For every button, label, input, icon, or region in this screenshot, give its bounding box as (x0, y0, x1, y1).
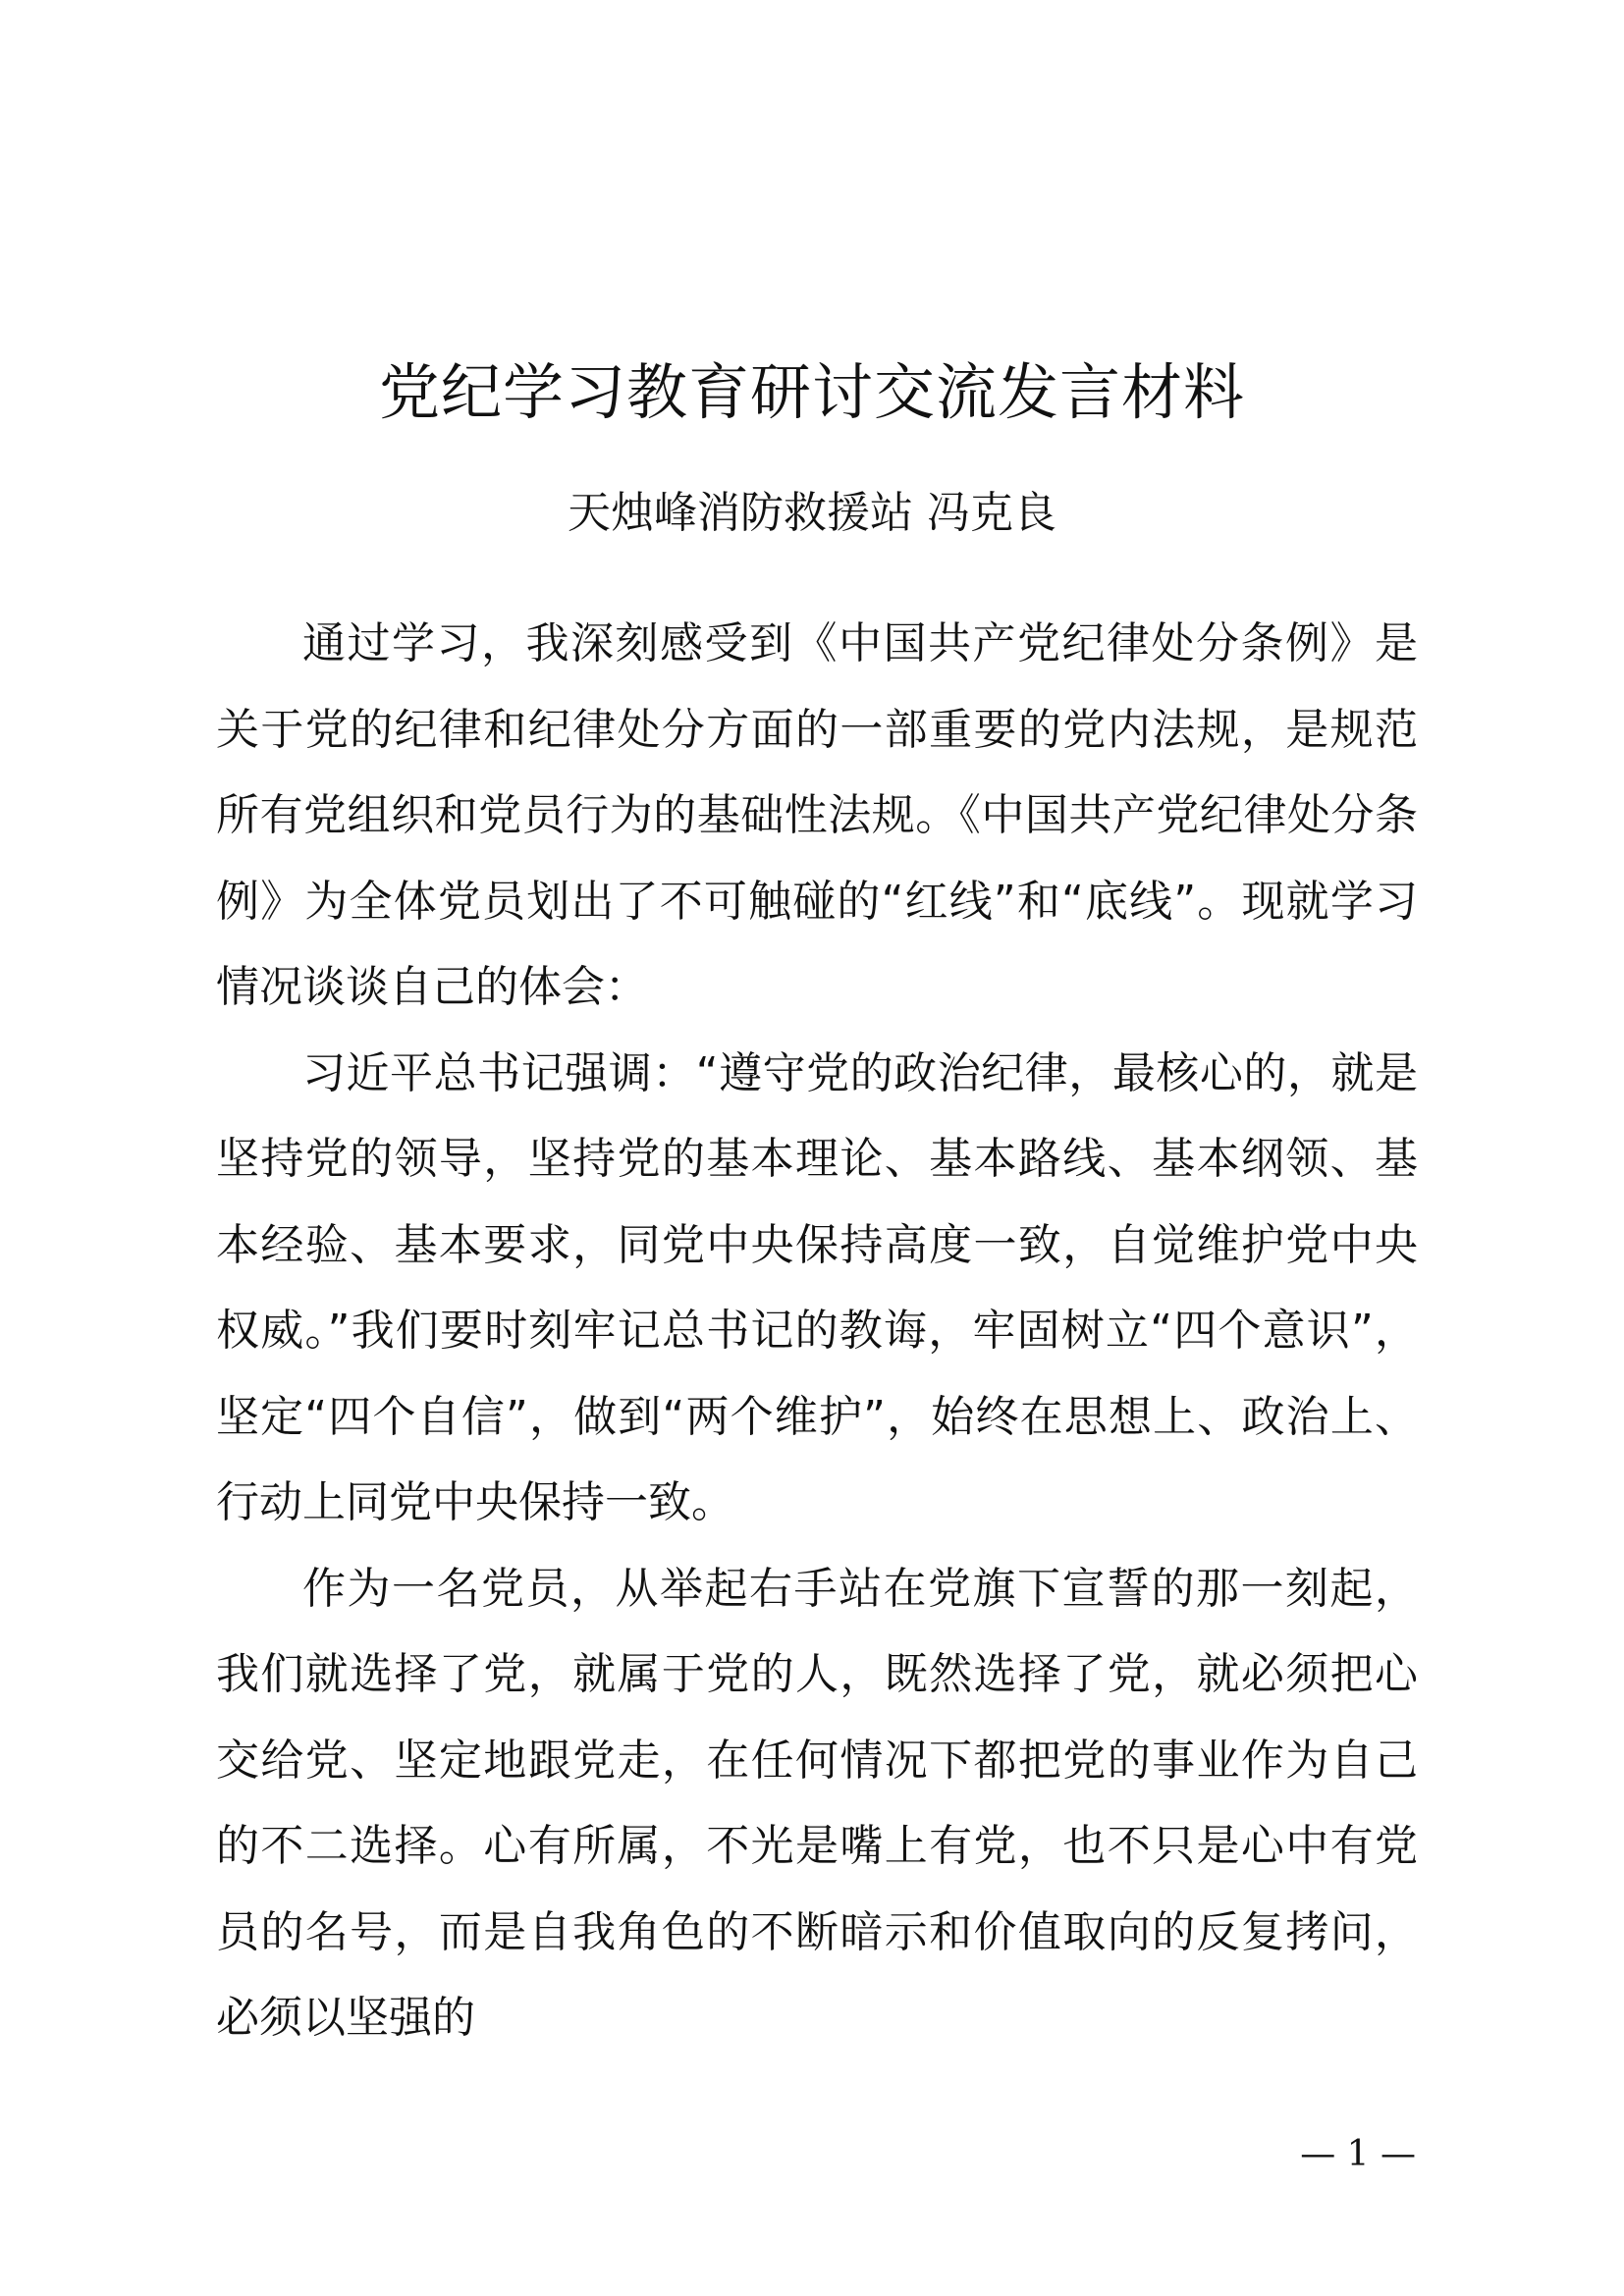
paragraph-2: 习近平总书记强调：“遵守党的政治纪律，最核心的，就是坚持党的领导，坚持党的基本理论、基本路线、基本纲领、基本经验、基本要求，同党中央保持高度一致，自觉维护党中央权威。”我们要时刻牢记总书记的教诲，牢固树立“四个意识”，坚定“四个自信”，做到“两个维护”，始终在思想上、政治上、行动上同党中央保持一致。 (216, 1047, 1418, 1527)
author-line: 天烛峰消防救援站 冯克良 (568, 488, 1056, 538)
paragraph-3: 作为一名党员，从举起右手站在党旗下宣誓的那一刻起，我们就选择了党，就属于党的人，既然选择了党，就必须把心交给党、坚定地跟党走，在任何情况下都把党的事业作为自己的不二选择。心有所属，不光是嘴上有党，也不只是心中有党员的名号，而是自我角色的不断暗示和价值取向的反复拷问，必须以坚强的 (216, 1563, 1418, 2043)
paragraph-1: 通过学习，我深刻感受到《中国共产党纪律处分条例》是关于党的纪律和纪律处分方面的一部重要的党内法规，是规范所有党组织和党员行为的基础性法规。《中国共产党纪律处分条例》为全体党员划出了不可触碰的“红线”和“底线”。现就学习情况谈谈自己的体会： (216, 618, 1418, 1012)
document-title: 党纪学习教育研讨交流发言材料 (378, 356, 1245, 428)
page-number: — 1 — (1300, 2134, 1416, 2174)
document-body (216, 601, 1418, 2061)
